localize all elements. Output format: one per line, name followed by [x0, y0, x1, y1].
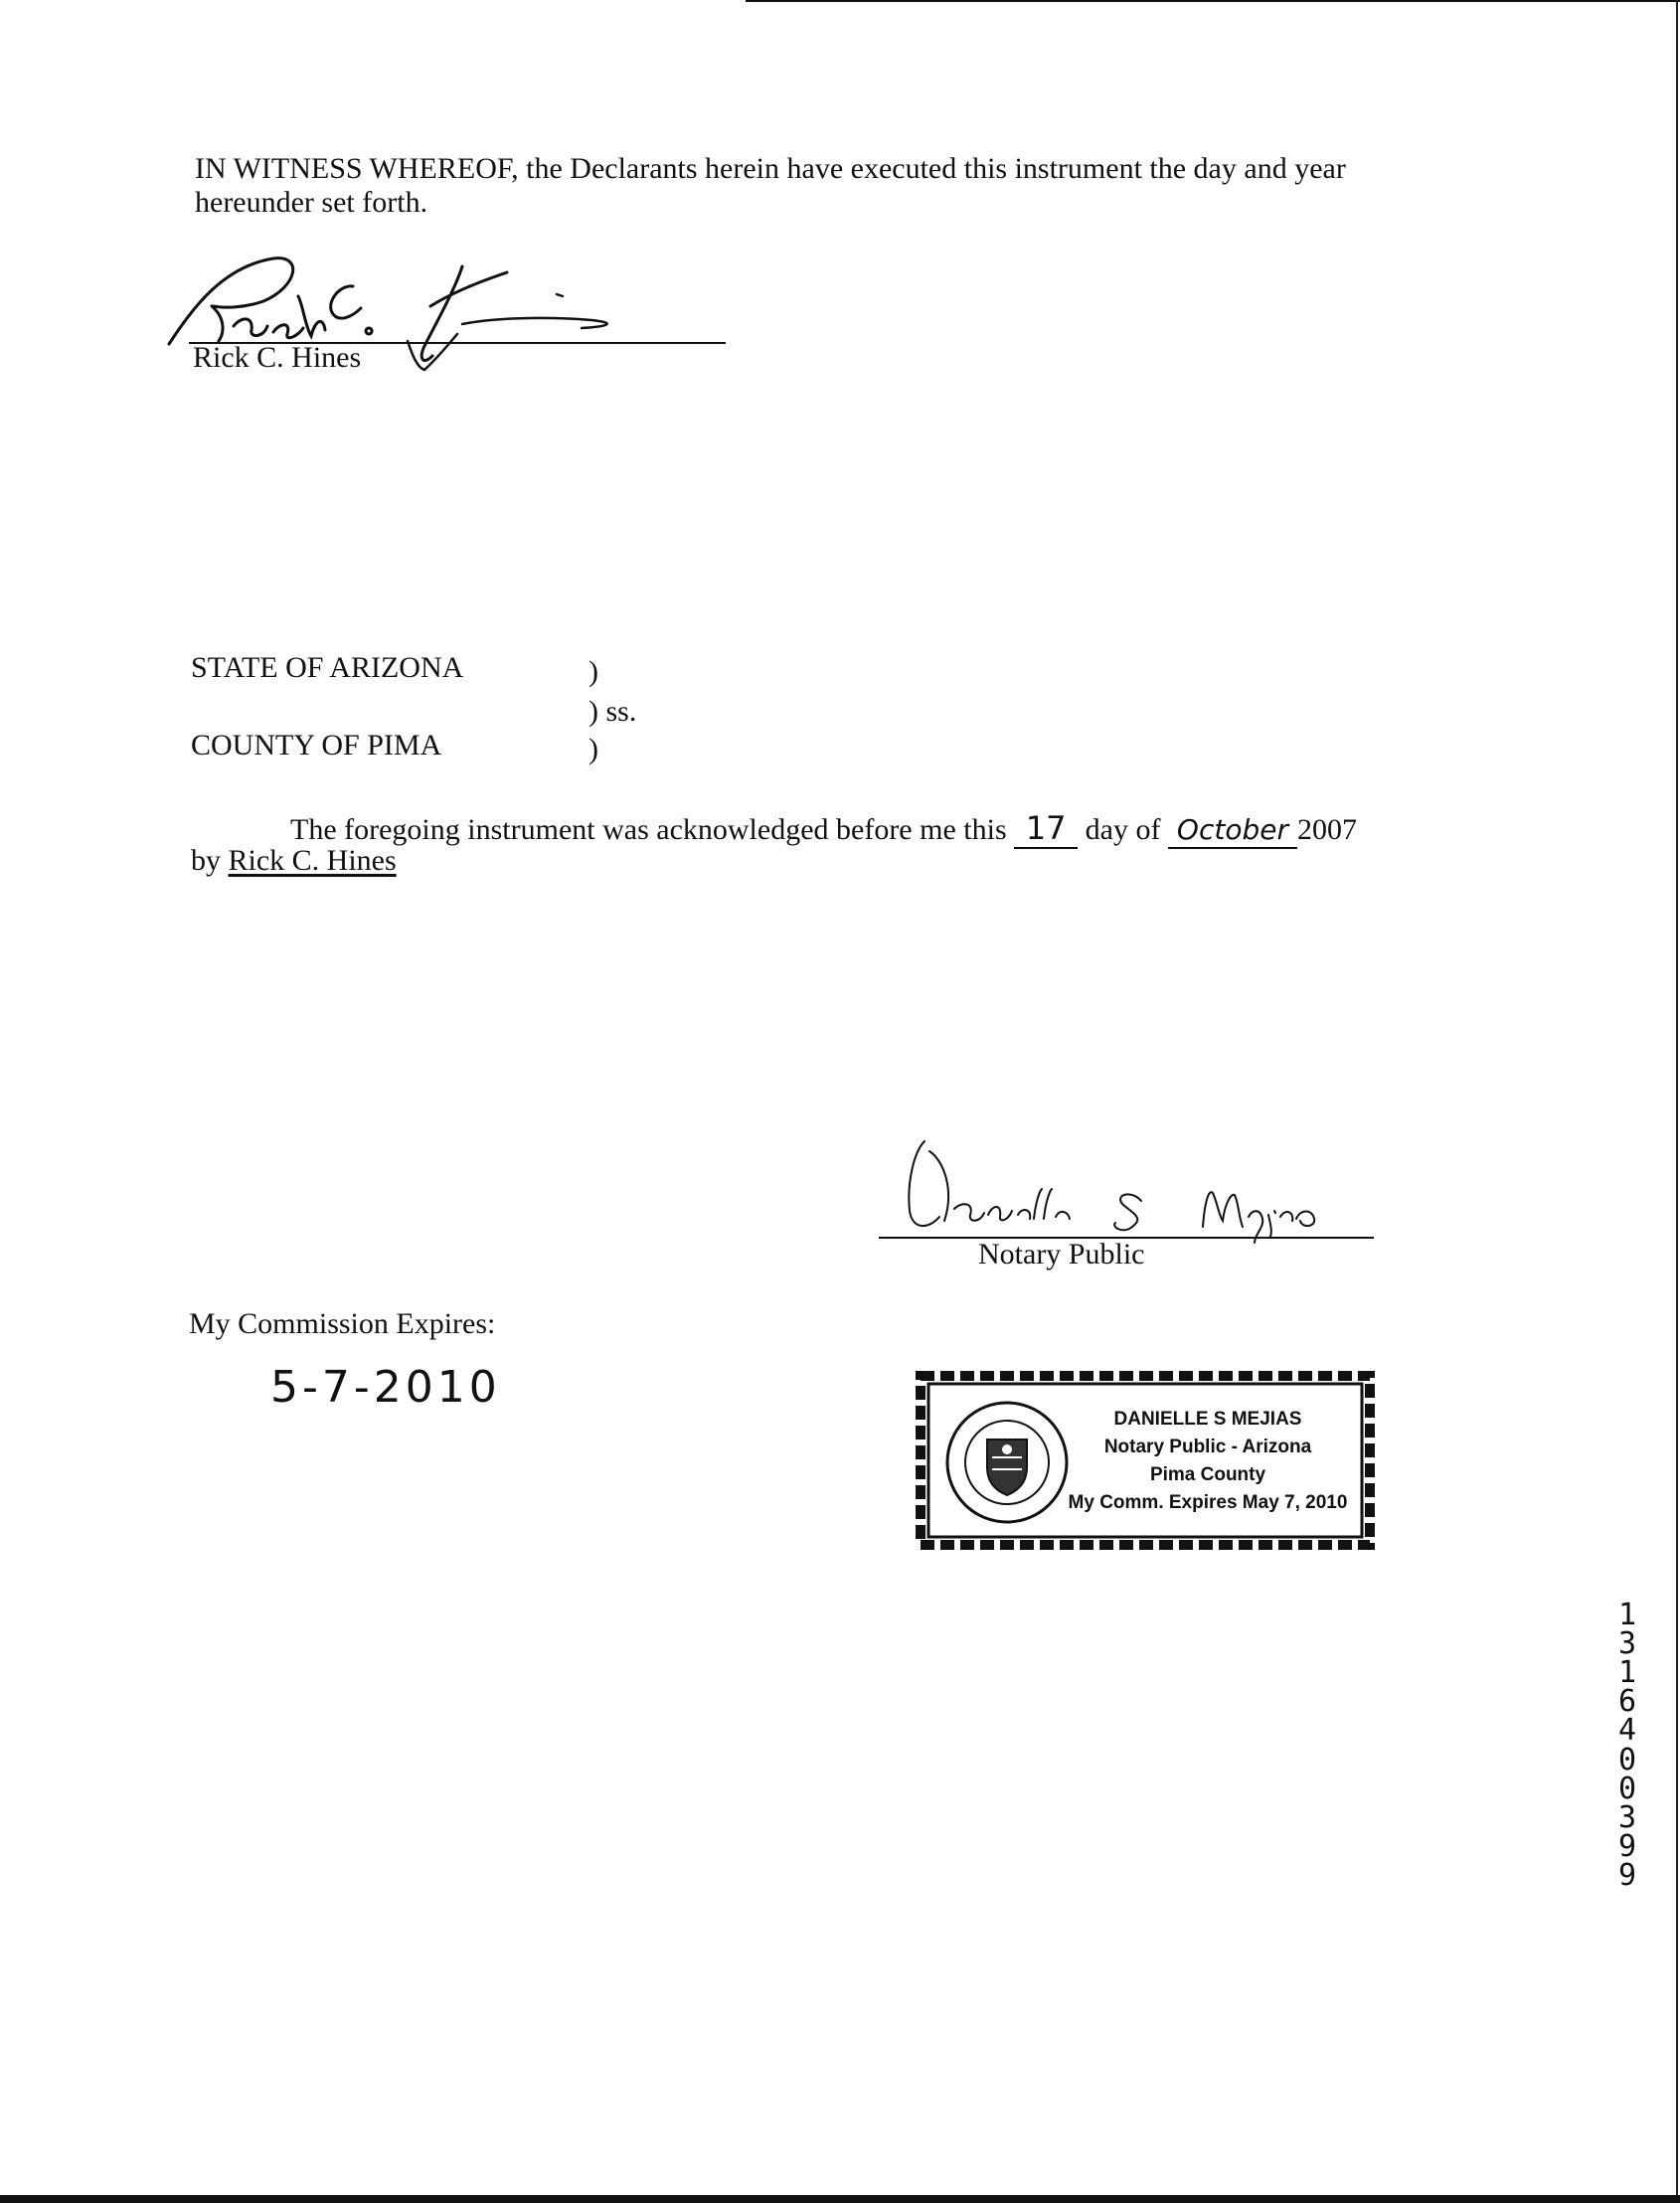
file-digit: 6: [1617, 1684, 1637, 1719]
file-digit: 9: [1617, 1829, 1637, 1864]
notary-signature: [885, 1131, 1382, 1251]
stamp-notary-state: Notary Public - Arizona: [1103, 1437, 1312, 1457]
acknowledgment-line-2: [191, 843, 397, 879]
acknowledgment-day: 17: [1014, 809, 1078, 849]
stamp-expiration: My Comm. Expires May 7, 2010: [1068, 1492, 1348, 1513]
venue-ss: ) ss.: [588, 695, 637, 728]
acknowledgment-line-1: [290, 809, 1357, 849]
notary-title: Notary Public: [978, 1238, 1145, 1271]
venue-state: STATE OF ARIZONA: [191, 651, 464, 684]
venue-paren-1: ): [588, 655, 598, 688]
scan-right-edge: [1676, 0, 1678, 2203]
commission-label: My Commission Expires:: [189, 1307, 496, 1340]
witness-line-2: hereunder set forth.: [195, 186, 428, 219]
file-digit: 3: [1617, 1626, 1637, 1661]
acknowledgment-day-of: day of: [1085, 813, 1161, 846]
acknowledgment-by-name: Rick C. Hines: [228, 844, 397, 877]
file-digit: 9: [1617, 1858, 1637, 1893]
witness-line-1: IN WITNESS WHEREOF, the Declarants herein have executed this instrument the day and year: [195, 152, 1346, 185]
file-digit: 1: [1617, 1598, 1637, 1632]
file-number-group-2: [1612, 1743, 1642, 1893]
state-seal-icon: [942, 1398, 1072, 1527]
scan-top-edge: [746, 0, 1680, 2]
notary-stamp: [915, 1370, 1376, 1551]
acknowledgment-month: October: [1168, 813, 1297, 849]
acknowledgment-text: The foregoing instrument was acknowledged before me this: [290, 813, 1007, 846]
venue-paren-3: ): [588, 733, 598, 765]
acknowledgment-by-label: by: [191, 844, 221, 877]
declarant-printed-name: Rick C. Hines: [193, 341, 362, 374]
file-digit: 4: [1617, 1713, 1637, 1748]
file-digit: 0: [1617, 1743, 1637, 1778]
file-digit: 0: [1617, 1772, 1637, 1806]
venue-county: COUNTY OF PIMA: [191, 729, 442, 762]
commission-date: 5-7-2010: [270, 1362, 501, 1413]
file-digit: 1: [1617, 1655, 1637, 1690]
stamp-county: Pima County: [1149, 1464, 1266, 1485]
file-digit: 3: [1617, 1800, 1637, 1835]
scan-bottom-edge: [0, 2195, 1680, 2203]
stamp-text-block: [1054, 1406, 1362, 1517]
stamp-notary-name: DANIELLE S MEJIAS: [1113, 1409, 1302, 1430]
acknowledgment-year: 2007: [1296, 813, 1357, 846]
file-number-group-1: [1612, 1598, 1642, 1748]
